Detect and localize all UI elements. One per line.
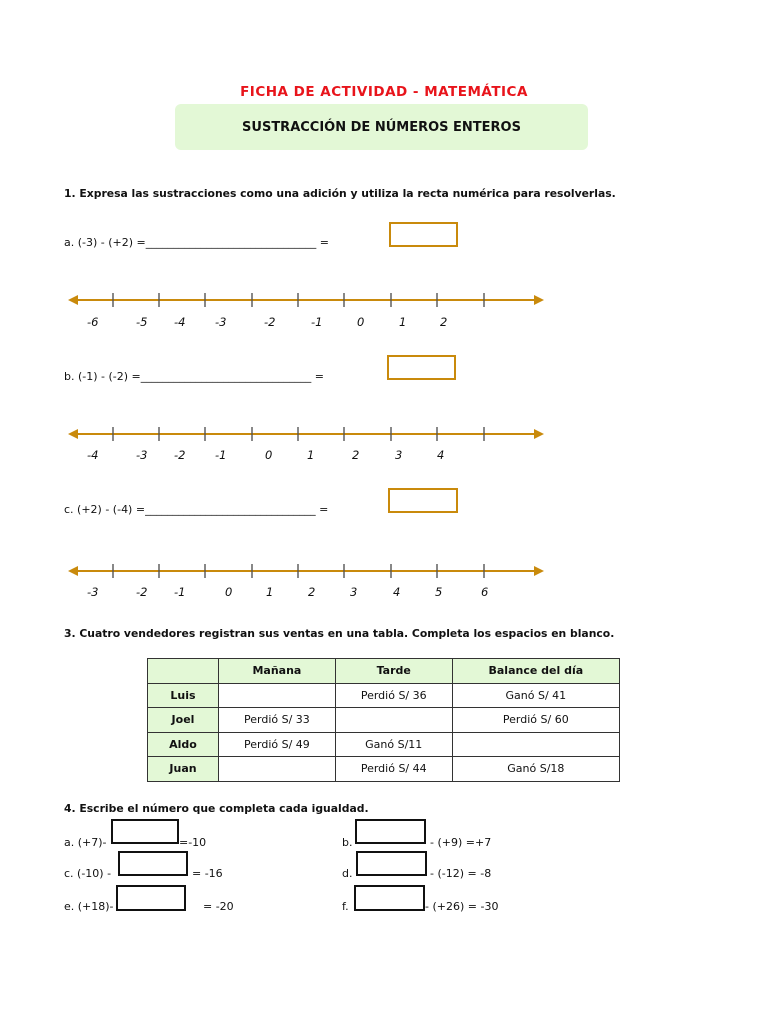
- item-4d-suffix: - (-12) = -8: [430, 867, 492, 880]
- item-a-equation: a. (-3) - (+2) =_______________________________ =: [64, 236, 329, 249]
- arrow-left-icon: [68, 429, 78, 439]
- table-cell: Perdió S/ 36: [335, 683, 452, 708]
- tick-label: 5: [435, 585, 443, 599]
- tick-label: -2: [174, 448, 186, 462]
- table-cell: Perdió S/ 60: [452, 708, 619, 733]
- row-header: Luis: [148, 683, 219, 708]
- item-b-equation: b. (-1) - (-2) =_______________________________ =: [64, 370, 324, 383]
- table-cell[interactable]: [452, 732, 619, 757]
- item-4f-suffix: - (+26) = -30: [425, 900, 499, 913]
- item-4c-suffix: = -16: [192, 867, 223, 880]
- table-cell: Ganó S/18: [452, 757, 619, 782]
- arrow-left-icon: [68, 566, 78, 576]
- tick-label: 3: [395, 448, 403, 462]
- tick-label: -1: [215, 448, 227, 462]
- column-header: Tarde: [335, 659, 452, 684]
- table-row: [148, 757, 620, 782]
- column-header: Balance del día: [452, 659, 619, 684]
- item-4e-prefix: e. (+18)-: [64, 900, 114, 913]
- table-header-row: [148, 659, 620, 684]
- item-4e-suffix: = -20: [203, 900, 234, 913]
- tick-label: 0: [357, 315, 365, 329]
- worksheet-title: FICHA DE ACTIVIDAD - MATEMÁTICA: [240, 84, 528, 100]
- column-header: Mañana: [219, 659, 336, 684]
- tick-label: -3: [136, 448, 148, 462]
- tick-label: 6: [481, 585, 489, 599]
- question-4-instruction: 4. Escribe el número que completa cada igualdad.: [64, 802, 369, 815]
- tick-label: 1: [307, 448, 315, 462]
- tick-label: -4: [87, 448, 99, 462]
- row-header: Juan: [148, 757, 219, 782]
- item-4c-answer-box[interactable]: [118, 851, 188, 876]
- arrow-left-icon: [68, 295, 78, 305]
- item-4a-prefix: a. (+7)-: [64, 836, 107, 849]
- tick-label: -5: [136, 315, 148, 329]
- question-3-instruction: 3. Cuatro vendedores registran sus ventas en una tabla. Completa los espacios en blanco.: [64, 627, 615, 640]
- row-header: Aldo: [148, 732, 219, 757]
- tick-label: -1: [174, 585, 186, 599]
- tick-label: -1: [311, 315, 323, 329]
- table-row: [148, 683, 620, 708]
- item-c-equation: c. (+2) - (-4) =_______________________________ =: [64, 503, 329, 516]
- arrow-right-icon: [534, 429, 544, 439]
- tick-label: 4: [437, 448, 445, 462]
- item-4e-answer-box[interactable]: [116, 885, 186, 911]
- tick-label: 3: [350, 585, 358, 599]
- question-1-instruction: 1. Expresa las sustracciones como una adición y utiliza la recta numérica para resolverlas.: [64, 187, 616, 200]
- tick-label: 1: [266, 585, 274, 599]
- tick-label: -4: [174, 315, 186, 329]
- tick-label: -2: [136, 585, 148, 599]
- tick-label: 2: [440, 315, 448, 329]
- row-header: Joel: [148, 708, 219, 733]
- item-4b-answer-box[interactable]: [355, 819, 426, 844]
- item-4a-suffix: =-10: [179, 836, 207, 849]
- table-cell[interactable]: [219, 757, 336, 782]
- table-cell: Perdió S/ 33: [219, 708, 336, 733]
- item-4f-prefix: f.: [342, 900, 349, 913]
- arrow-right-icon: [534, 566, 544, 576]
- table-row: [148, 732, 620, 757]
- table-cell: Perdió S/ 44: [335, 757, 452, 782]
- table-cell[interactable]: [219, 683, 336, 708]
- item-4b-suffix: - (+9) =+7: [430, 836, 492, 849]
- table-cell[interactable]: [335, 708, 452, 733]
- table-cell: Ganó S/11: [335, 732, 452, 757]
- tick-label: -3: [215, 315, 227, 329]
- number-line-b: [68, 427, 544, 441]
- topic-title: SUSTRACCIÓN DE NÚMEROS ENTEROS: [242, 120, 521, 135]
- tick-label: 0: [265, 448, 273, 462]
- arrow-right-icon: [534, 295, 544, 305]
- item-4a-answer-box[interactable]: [111, 819, 179, 844]
- item-4c-prefix: c. (-10) -: [64, 867, 112, 880]
- table-cell: Perdió S/ 49: [219, 732, 336, 757]
- sales-table: [147, 658, 620, 782]
- item-4d-answer-box[interactable]: [356, 851, 427, 876]
- item-4d-prefix: d.: [342, 867, 353, 880]
- tick-label: 4: [393, 585, 401, 599]
- tick-label: -6: [87, 315, 99, 329]
- table-row: [148, 708, 620, 733]
- tick-label: 1: [399, 315, 407, 329]
- item-4f-answer-box[interactable]: [354, 885, 425, 911]
- tick-label: 2: [308, 585, 316, 599]
- item-4b-prefix: b.: [342, 836, 353, 849]
- number-line-a: [68, 293, 544, 307]
- table-cell: Ganó S/ 41: [452, 683, 619, 708]
- tick-label: -3: [87, 585, 99, 599]
- tick-label: -2: [264, 315, 276, 329]
- tick-label: 0: [225, 585, 233, 599]
- column-header: [148, 659, 219, 684]
- number-line-c: [68, 564, 544, 578]
- tick-label: 2: [352, 448, 360, 462]
